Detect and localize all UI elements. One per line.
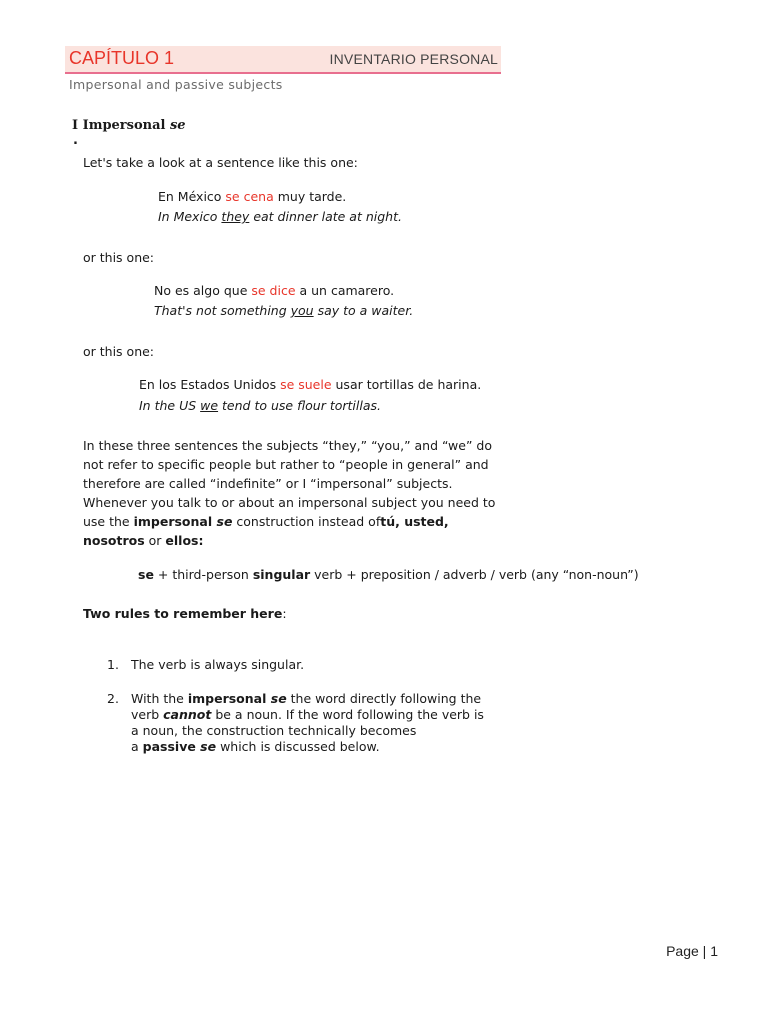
chapter-header bbox=[65, 46, 501, 74]
expl-5d: construction instead of bbox=[232, 514, 381, 529]
formula-singular: singular bbox=[252, 567, 311, 582]
rules-heading-colon: : bbox=[282, 606, 287, 621]
formula-se: se bbox=[138, 567, 154, 582]
expl-5e: tú, usted, bbox=[380, 514, 449, 529]
example2-es-after: a un camarero. bbox=[295, 283, 395, 298]
r2-4c: se bbox=[200, 739, 217, 754]
example3-es-after: usar tortillas de harina. bbox=[331, 377, 482, 392]
r2-1c: se bbox=[270, 691, 287, 706]
explanation-line-2: not refer to specific people but rather to “people in general” and bbox=[83, 457, 489, 472]
example1-spanish bbox=[158, 189, 346, 204]
example2-es-before: No es algo que bbox=[154, 283, 252, 298]
rule-2-line-2 bbox=[131, 707, 484, 722]
page-number: Page | 1 bbox=[666, 943, 718, 959]
example1-en-underline: they bbox=[221, 209, 250, 224]
explanation-line-5 bbox=[83, 514, 449, 529]
example1-es-highlight: se cena bbox=[225, 189, 274, 204]
example2-en-after: say to a waiter. bbox=[313, 303, 414, 318]
r2-2c: be a noun. If the word following the verb is bbox=[211, 707, 484, 722]
example1-english bbox=[158, 209, 402, 224]
formula-rest: verb + preposition / adverb / verb (any “non-noun”) bbox=[310, 567, 639, 582]
rules-heading-bold: Two rules to remember here bbox=[83, 606, 283, 621]
section-title: INVENTARIO PERSONAL bbox=[329, 51, 498, 67]
example3-en-underline: we bbox=[200, 398, 219, 413]
expl-5a: use the bbox=[83, 514, 134, 529]
example3-es-before: En los Estados Unidos bbox=[139, 377, 281, 392]
example1-en-before: In Mexico bbox=[158, 209, 222, 224]
rules-heading bbox=[83, 606, 287, 621]
heading-dot: . bbox=[73, 133, 78, 148]
rule-2-number: 2. bbox=[107, 691, 119, 706]
chapter-title: CAPÍTULO 1 bbox=[69, 48, 175, 68]
example1-es-after: muy tarde. bbox=[273, 189, 347, 204]
r2-1a: With the bbox=[131, 691, 188, 706]
explanation-line-3: therefore are called “indefinite” or I “impersonal” subjects. bbox=[83, 476, 453, 491]
r2-4a: a bbox=[131, 739, 143, 754]
rule-2-line-1 bbox=[131, 691, 481, 706]
expl-5b: impersonal bbox=[133, 514, 217, 529]
example2-es-highlight: se dice bbox=[251, 283, 296, 298]
r2-4d: which is discussed below. bbox=[216, 739, 380, 754]
r2-4b: passive bbox=[142, 739, 201, 754]
or-this-one-1: or this one: bbox=[83, 250, 155, 265]
example3-es-highlight: se suele bbox=[280, 377, 332, 392]
expl-6b: or bbox=[144, 533, 166, 548]
r2-1b: impersonal bbox=[187, 691, 271, 706]
rule-2-line-3: a noun, the construction technically becomes bbox=[131, 723, 417, 738]
example1-es-before: En México bbox=[158, 189, 226, 204]
rule-1-number: 1. bbox=[107, 657, 119, 672]
example2-spanish bbox=[154, 283, 394, 298]
example3-en-after: tend to use flour tortillas. bbox=[218, 398, 381, 413]
expl-5c: se bbox=[216, 514, 233, 529]
formula-mid: + third-person bbox=[153, 567, 253, 582]
example1-en-after: eat dinner late at night. bbox=[249, 209, 402, 224]
explanation-line-1: In these three sentences the subjects “they,” “you,” and “we” do bbox=[83, 438, 492, 453]
r2-1d: the word directly following the bbox=[286, 691, 482, 706]
or-this-one-2: or this one: bbox=[83, 344, 155, 359]
section-heading bbox=[72, 118, 186, 133]
example3-en-before: In the US bbox=[139, 398, 201, 413]
example2-english bbox=[154, 303, 413, 318]
expl-6a: nosotros bbox=[83, 533, 145, 548]
example3-english bbox=[139, 398, 381, 413]
example2-en-underline: you bbox=[290, 303, 314, 318]
intro-text: Let's take a look at a sentence like this one: bbox=[83, 155, 358, 170]
explanation-line-4: Whenever you talk to or about an impersonal subject you need to bbox=[83, 495, 496, 510]
heading-se: se bbox=[169, 118, 186, 133]
r2-2a: verb bbox=[131, 707, 164, 722]
example3-spanish bbox=[139, 377, 481, 392]
formula bbox=[138, 567, 639, 582]
heading-text: I Impersonal bbox=[72, 118, 170, 133]
rule-2-line-4 bbox=[131, 739, 380, 754]
expl-6c: ellos: bbox=[165, 533, 204, 548]
r2-2b: cannot bbox=[163, 707, 212, 722]
explanation-line-6 bbox=[83, 533, 204, 548]
subtitle: Impersonal and passive subjects bbox=[69, 77, 283, 92]
example2-en-before: That's not something bbox=[154, 303, 291, 318]
rule-1-text: The verb is always singular. bbox=[131, 657, 305, 672]
